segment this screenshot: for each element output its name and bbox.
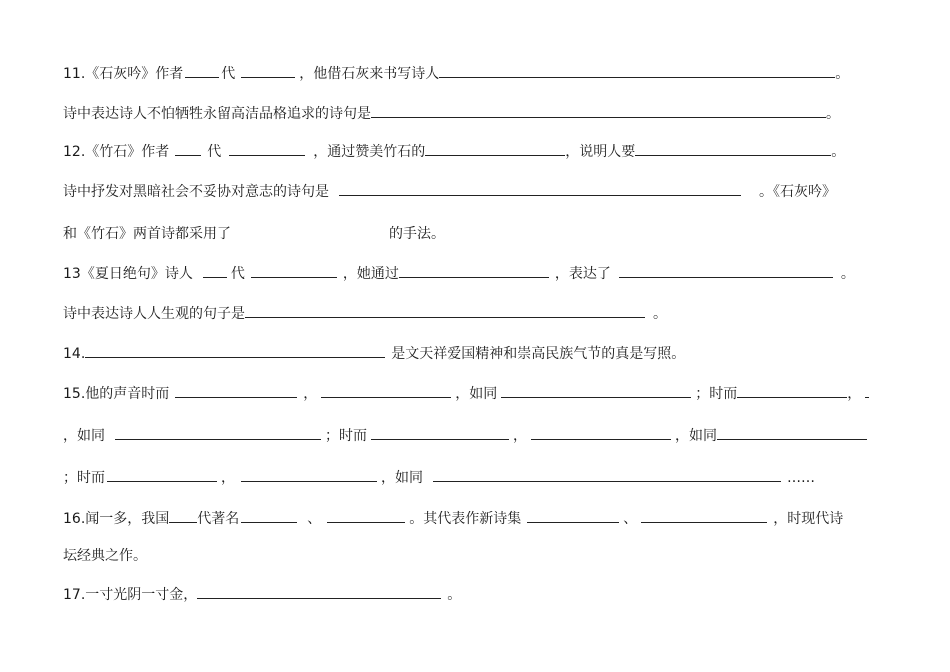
q13-text: 代 xyxy=(230,266,245,282)
q17-line1 xyxy=(63,584,461,604)
q15-text: ， xyxy=(221,470,235,486)
q15-blank-8[interactable] xyxy=(531,425,671,440)
q12-text: 和《竹石》两首诗都采用了 xyxy=(63,226,231,242)
q16-text: 。其代表作新诗集 xyxy=(409,511,522,527)
q11-blank-verse[interactable] xyxy=(371,103,826,118)
q13-text: 13《夏日绝句》诗人 xyxy=(63,266,193,282)
q16-blank-collection1[interactable] xyxy=(527,508,619,523)
q12-blank-author[interactable] xyxy=(229,141,305,156)
q15-line1 xyxy=(63,383,869,403)
q12-blank-verse[interactable] xyxy=(339,181,741,196)
q12-text: ，说明人要 xyxy=(565,144,636,160)
q15-text: ；时而 xyxy=(63,470,105,486)
q12-blank-technique[interactable] xyxy=(231,223,389,238)
q13-blank-verse[interactable] xyxy=(245,303,645,318)
q12-line2 xyxy=(63,181,836,201)
q16-blank-role2[interactable] xyxy=(327,508,405,523)
q11-text: ，他借石灰来书写诗人 xyxy=(299,66,440,82)
q12-text: 。 xyxy=(831,144,846,160)
q11-text: 。 xyxy=(826,106,840,122)
q12-text: 的手法。 xyxy=(389,226,445,242)
q13-line1 xyxy=(63,263,855,283)
q13-blank-poet[interactable] xyxy=(251,263,337,278)
q15-blank-5[interactable] xyxy=(865,383,869,398)
q15-text: ，如同 xyxy=(63,428,105,444)
q16-line2 xyxy=(63,546,147,566)
q16-text: 16.闻一多，我国 xyxy=(63,511,170,527)
q13-text: ，她通过 xyxy=(342,266,399,282)
q15-text: ，如同 xyxy=(381,470,423,486)
q15-blank-12[interactable] xyxy=(433,467,781,482)
q13-line2 xyxy=(63,303,667,323)
q12-text: ，通过赞美竹石的 xyxy=(313,144,426,160)
q17-text: 。 xyxy=(447,587,462,603)
q15-text: 15.他的声音时而 xyxy=(63,386,170,402)
q13-text: ，表达了 xyxy=(554,266,611,282)
q12-line3 xyxy=(63,223,445,243)
q12-line1 xyxy=(63,141,845,161)
q15-blank-11[interactable] xyxy=(241,467,377,482)
q15-blank-2[interactable] xyxy=(321,383,451,398)
q14-line1 xyxy=(63,343,685,363)
q15-text: ；时而 xyxy=(325,428,367,444)
q11-text: 代 xyxy=(221,66,236,82)
q15-blank-3[interactable] xyxy=(501,383,691,398)
q15-blank-6[interactable] xyxy=(115,425,321,440)
q16-blank-dynasty[interactable] xyxy=(169,508,197,523)
q15-text: …… xyxy=(787,470,815,486)
q11-line2 xyxy=(63,103,840,123)
q16-text: 代著名 xyxy=(197,511,240,527)
q13-text: 。 xyxy=(653,306,667,322)
q12-text: 代 xyxy=(207,144,222,160)
q12-text: 12.《竹石》作者 xyxy=(63,144,170,160)
q11-text: 。 xyxy=(835,66,850,82)
q15-text: ， xyxy=(513,428,527,444)
q12-blank-dynasty[interactable] xyxy=(175,141,201,156)
q16-blank-role1[interactable] xyxy=(241,508,297,523)
q11-blank-author[interactable] xyxy=(241,63,295,78)
q13-blank-expression[interactable] xyxy=(619,263,833,278)
q11-blank-dynasty[interactable] xyxy=(185,63,219,78)
q16-line1 xyxy=(63,508,843,528)
q17-blank-verse[interactable] xyxy=(197,584,441,599)
q15-blank-1[interactable] xyxy=(175,383,297,398)
q15-line3 xyxy=(63,467,815,487)
q11-text: 11.《石灰吟》作者 xyxy=(63,66,184,82)
q11-line1 xyxy=(63,63,849,83)
q15-blank-4[interactable] xyxy=(737,383,847,398)
q14-blank-verse[interactable] xyxy=(85,343,385,358)
q13-blank-means[interactable] xyxy=(399,263,549,278)
q12-text: 诗中抒发对黑暗社会不妥协对意志的诗句是 xyxy=(63,184,329,200)
q16-text: ，时现代诗 xyxy=(773,511,844,527)
q15-blank-10[interactable] xyxy=(107,467,217,482)
q12-blank-meaning[interactable] xyxy=(635,141,831,156)
q15-line2 xyxy=(63,425,867,445)
q16-text: 、 xyxy=(307,511,322,527)
q15-text: ， xyxy=(847,386,862,402)
q15-blank-9[interactable] xyxy=(717,425,867,440)
q15-text: ；时而 xyxy=(695,386,738,402)
q14-text: 是文天祥爱国精神和崇高民族气节的真是写照。 xyxy=(391,346,686,362)
q15-text: ，如同 xyxy=(455,386,498,402)
q16-text: 坛经典之作。 xyxy=(63,548,147,564)
q15-blank-7[interactable] xyxy=(371,425,509,440)
q17-text: 17.一寸光阴一寸金， xyxy=(63,587,198,603)
q12-blank-quality[interactable] xyxy=(425,141,565,156)
q11-text: 诗中表达诗人不怕牺牲永留高洁品格追求的诗句是 xyxy=(63,106,371,122)
q12-text: 。《石灰吟》 xyxy=(759,184,836,200)
q16-blank-collection2[interactable] xyxy=(641,508,767,523)
q15-text: ，如同 xyxy=(675,428,717,444)
q16-text: 、 xyxy=(623,511,638,527)
q15-text: ， xyxy=(303,386,318,402)
q13-text: 诗中表达诗人人生观的句子是 xyxy=(63,306,245,322)
q13-text: 。 xyxy=(840,266,855,282)
q14-text: 14. xyxy=(63,346,86,362)
q13-blank-dynasty[interactable] xyxy=(203,263,227,278)
q11-blank-spirit[interactable] xyxy=(439,63,835,78)
